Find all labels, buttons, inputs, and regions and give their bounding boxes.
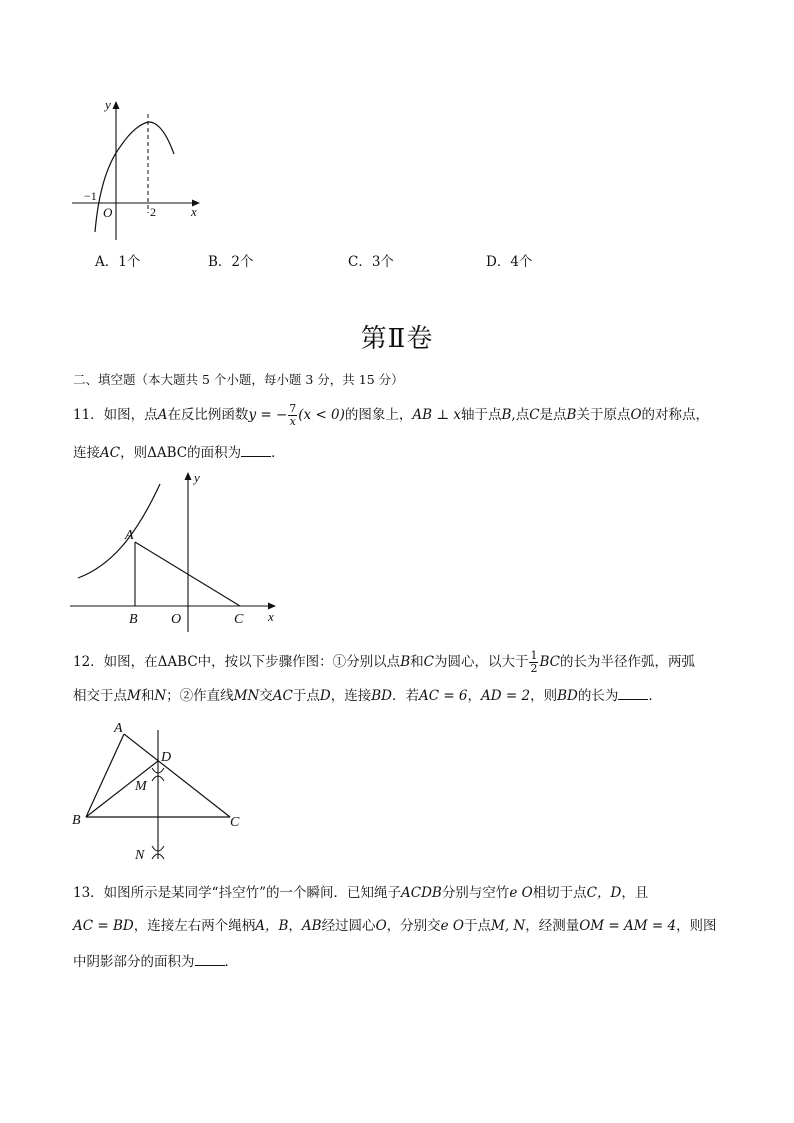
q11-text: 轴于点 <box>460 407 502 424</box>
q12-label-d: D <box>161 750 172 765</box>
q13-text: 经过圆心 <box>321 918 376 934</box>
q11-label-a: A <box>125 528 134 543</box>
q13-var: C，D <box>586 885 622 901</box>
q12-line2 <box>73 687 662 704</box>
section-heading: 二、填空题（本大题共 5 个小题，每小题 3 分，共 15 分） <box>73 372 404 387</box>
q11-var: A <box>157 407 168 424</box>
q10-label-origin: O <box>103 205 113 220</box>
choice-d[interactable]: D．4个 <box>486 254 533 270</box>
q13-text: ，经测量 <box>525 918 580 934</box>
q12-text: 于点 <box>292 688 320 704</box>
q11-condition: (x < 0) <box>298 407 345 424</box>
q13-text: ． <box>224 954 238 970</box>
q12-text: 的长为 <box>577 688 619 704</box>
q12-frac-num: 1 <box>530 649 538 662</box>
q12-text: 和 <box>140 688 155 704</box>
q12-var: M <box>127 688 141 704</box>
q13-text: ，连接左右两个绳柄 <box>133 918 256 934</box>
q12-var: N <box>154 688 167 704</box>
q12-text: 相交于点 <box>73 688 127 704</box>
q12-text: ，则 <box>530 688 558 704</box>
figure-q10-parabola <box>66 92 206 244</box>
q13-condition: AC = BD <box>73 918 134 934</box>
q11-label-b: B <box>129 612 138 627</box>
q12-text: 和 <box>410 654 424 671</box>
q13-measure: OM = AM = 4 <box>579 918 677 934</box>
q11-var: O <box>630 407 642 424</box>
q13-text: ，分别交 <box>386 918 441 934</box>
figure-q12-triangle <box>68 716 253 866</box>
q12-text: 的长为半径作弧，两弧 <box>559 654 695 671</box>
q13-var: AB <box>301 918 322 934</box>
q12-var: AC <box>272 688 293 704</box>
q13-line1 <box>73 887 648 901</box>
q11-text: 的对称点， <box>641 407 710 424</box>
q11-text: 是点 <box>539 407 567 424</box>
q11-perp: AB ⊥ x <box>412 407 461 424</box>
q11-var: B <box>566 407 577 424</box>
q11-fraction <box>288 403 297 428</box>
q11-text: 的图象上， <box>344 407 413 424</box>
q13-circle: e O <box>509 885 533 901</box>
q12-var: BC <box>539 654 560 671</box>
q12-condition: AD = 2 <box>481 688 531 704</box>
q11-text: 在反比例函数 <box>167 407 249 424</box>
q12-segment-bd <box>86 761 158 817</box>
q12-condition: AC = 6 <box>418 688 468 704</box>
q13-text: 中阴影部分的面积为 <box>73 954 195 970</box>
q12-text: ， <box>467 688 482 704</box>
q12-label-b: B <box>72 813 81 828</box>
q10-label-2: 2 <box>150 205 156 219</box>
q11-text: ，则ΔABC的面积为 <box>120 445 242 461</box>
q11-var: C <box>529 407 540 424</box>
q11-label-o: O <box>171 612 182 627</box>
q12-label-m: M <box>135 779 147 794</box>
q12-var: BD <box>557 688 578 704</box>
q11-line2 <box>73 444 285 461</box>
q12-label-a: A <box>114 721 123 736</box>
q12-text: ；②作直线 <box>166 688 234 704</box>
q10-label-y: y <box>105 97 111 112</box>
q11-text: 11．如图，点 <box>73 407 158 424</box>
part-title: 第Ⅱ卷 <box>360 324 434 354</box>
q12-line1 <box>73 650 695 675</box>
q13-var: ACDB <box>400 885 442 901</box>
q13-answer-blank[interactable] <box>195 953 225 966</box>
q12-var: MN <box>233 688 260 704</box>
q12-frac-den: 2 <box>530 662 538 676</box>
figure-q11-hyperbola <box>70 466 285 634</box>
q13-text: 13．如图所示是某同学“抖空竹”的一个瞬间．已知绳子 <box>73 885 401 901</box>
q12-text: 交 <box>259 688 273 704</box>
q11-answer-blank[interactable] <box>241 444 271 457</box>
q12-label-n: N <box>135 848 145 863</box>
q11-frac-num: 7 <box>289 402 297 415</box>
q11-var: AC <box>100 445 121 461</box>
q12-var: BD <box>371 688 392 704</box>
q11-y-arrow <box>185 472 192 480</box>
q11-text: 关于原点 <box>576 407 631 424</box>
q11-line1 <box>73 403 709 428</box>
q11-label-x: x <box>268 609 274 624</box>
q12-answer-blank[interactable] <box>618 687 648 700</box>
q13-line2 <box>73 920 717 934</box>
q13-text: ，且 <box>621 885 649 901</box>
q12-var: B <box>400 654 411 671</box>
choice-b[interactable]: B．2个 <box>208 254 254 270</box>
q13-var: A，B <box>255 918 289 934</box>
q13-circle: e O <box>440 918 464 934</box>
q13-line3 <box>73 953 238 970</box>
q12-text: 12．如图，在ΔABC中，按以下步骤作图：①分别以点 <box>73 654 401 671</box>
q11-frac-den: x <box>289 415 296 429</box>
q10-label-x: x <box>191 204 197 219</box>
q11-label-c: C <box>234 612 244 627</box>
q13-text: 分别与空竹 <box>441 885 510 901</box>
q12-text: 为圆心，以大于 <box>433 654 529 671</box>
q10-y-arrow <box>113 101 120 109</box>
q13-var: M, N <box>491 918 526 934</box>
q11-function: y = − <box>248 407 288 424</box>
q12-var: C <box>423 654 434 671</box>
q12-side-ab <box>86 734 124 817</box>
q11-text: ,点 <box>511 407 530 424</box>
q12-text: ． <box>648 688 662 704</box>
q12-text: ，连接 <box>330 688 372 704</box>
q13-text: 相切于点 <box>532 885 587 901</box>
q11-text: 连接 <box>73 445 100 461</box>
q13-var: O <box>375 918 387 934</box>
q12-fraction <box>529 650 538 675</box>
choice-c[interactable]: C．3个 <box>348 254 394 270</box>
q12-var: D <box>319 688 331 704</box>
q11-label-y: y <box>194 470 200 485</box>
q12-text: ．若 <box>391 688 419 704</box>
q13-text: 于点 <box>464 918 491 934</box>
q11-hyperbola-curve <box>78 484 160 578</box>
q11-var: B <box>501 407 512 424</box>
q13-text: ，则图 <box>676 918 717 934</box>
q10-label-neg1: −1 <box>84 189 97 203</box>
q13-text: ， <box>288 918 302 934</box>
q11-text: ． <box>271 445 285 461</box>
choice-a[interactable]: A．1个 <box>95 254 141 270</box>
q12-label-c: C <box>230 815 240 830</box>
